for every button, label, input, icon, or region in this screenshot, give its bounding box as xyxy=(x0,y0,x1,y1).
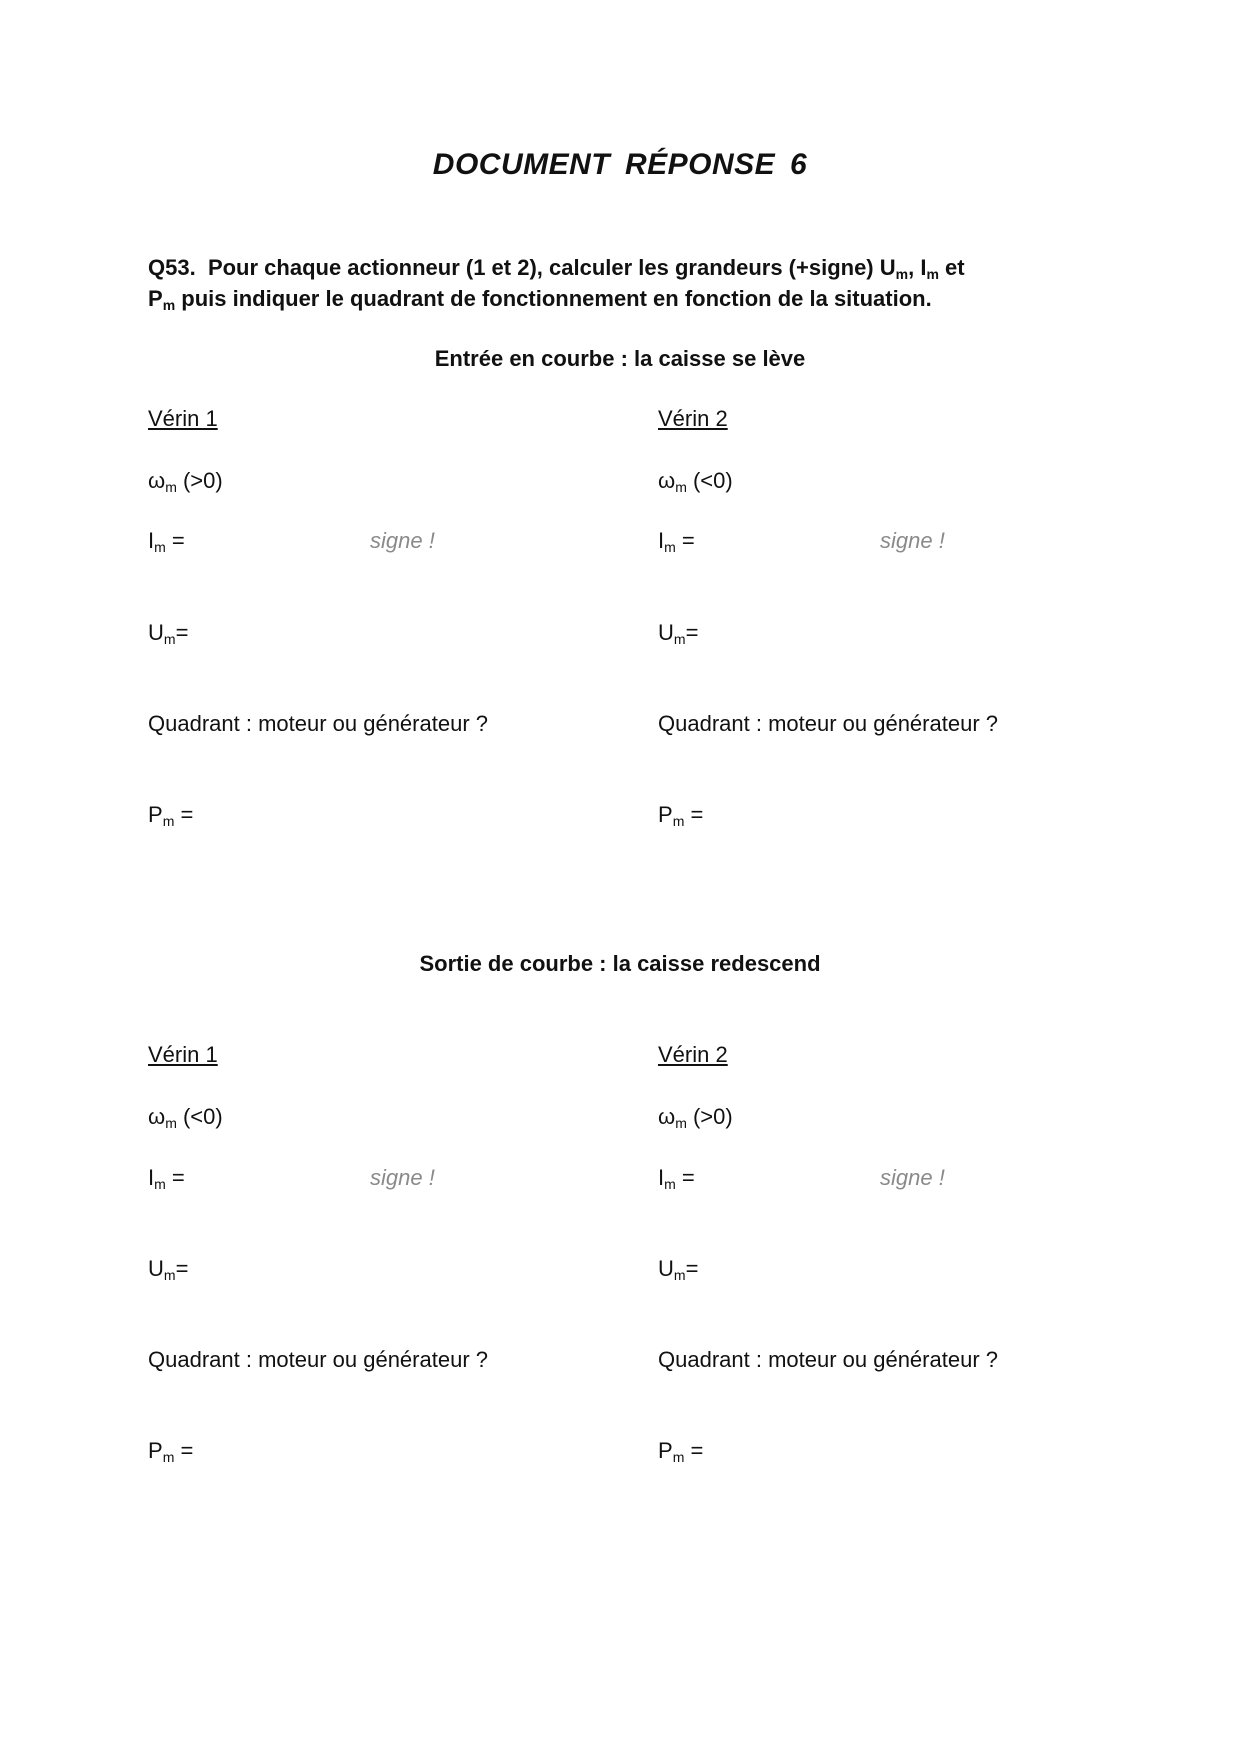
section-title-entree: Entrée en courbe : la caisse se lève xyxy=(434,346,806,371)
omega-condition: $\omega_m$ (<0) xyxy=(148,1104,223,1131)
current-field-label: $I_m$ = xyxy=(658,1165,695,1192)
power-field-label: $P_m$ = xyxy=(148,802,194,829)
sign-hint: signe ! xyxy=(880,1165,945,1190)
section-title-sortie: Sortie de courbe : la caisse redescend xyxy=(419,951,821,976)
power-field-label: $P_m$ = xyxy=(148,1438,194,1465)
omega-condition: $\omega_m$ (>0) xyxy=(148,468,223,495)
current-field-label: $I_m$ = xyxy=(148,528,185,555)
question-number: Q53. xyxy=(148,255,196,280)
sign-hint: signe ! xyxy=(880,528,945,553)
quadrant-question: Quadrant : moteur ou générateur ? xyxy=(148,1347,488,1372)
verin-2-heading: Vérin 2 xyxy=(658,1042,728,1067)
voltage-field-label: $U_m=$ xyxy=(658,1256,699,1283)
question-q53: Q53. Pour chaque actionneur (1 et 2), calculer les grandeurs (+signe) $U_m$, $I_m$ et $P_m$ puis indiquer le quadrant de fonctionnement en fonction de la situation. xyxy=(148,255,965,313)
omega-condition: $\omega_m$ (>0) xyxy=(658,1104,733,1131)
sign-hint: signe ! xyxy=(370,528,435,553)
sign-hint: signe ! xyxy=(370,1165,435,1190)
current-field-label: $I_m$ = xyxy=(148,1165,185,1192)
voltage-field-label: $U_m=$ xyxy=(148,620,189,647)
verin-1-heading: Vérin 1 xyxy=(148,406,218,431)
verin-1-heading: Vérin 1 xyxy=(148,1042,218,1067)
power-field-label: $P_m$ = xyxy=(658,1438,704,1465)
current-field-label: $I_m$ = xyxy=(658,528,695,555)
quadrant-question: Quadrant : moteur ou générateur ? xyxy=(658,711,998,736)
voltage-field-label: $U_m=$ xyxy=(148,1256,189,1283)
power-field-label: $P_m$ = xyxy=(658,802,704,829)
quadrant-question: Quadrant : moteur ou générateur ? xyxy=(658,1347,998,1372)
verin-2-heading: Vérin 2 xyxy=(658,406,728,431)
quadrant-question: Quadrant : moteur ou générateur ? xyxy=(148,711,488,736)
page-title: DOCUMENT RÉPONSE 6 xyxy=(432,148,808,181)
omega-condition: $\omega_m$ (<0) xyxy=(658,468,733,495)
voltage-field-label: $U_m=$ xyxy=(658,620,699,647)
